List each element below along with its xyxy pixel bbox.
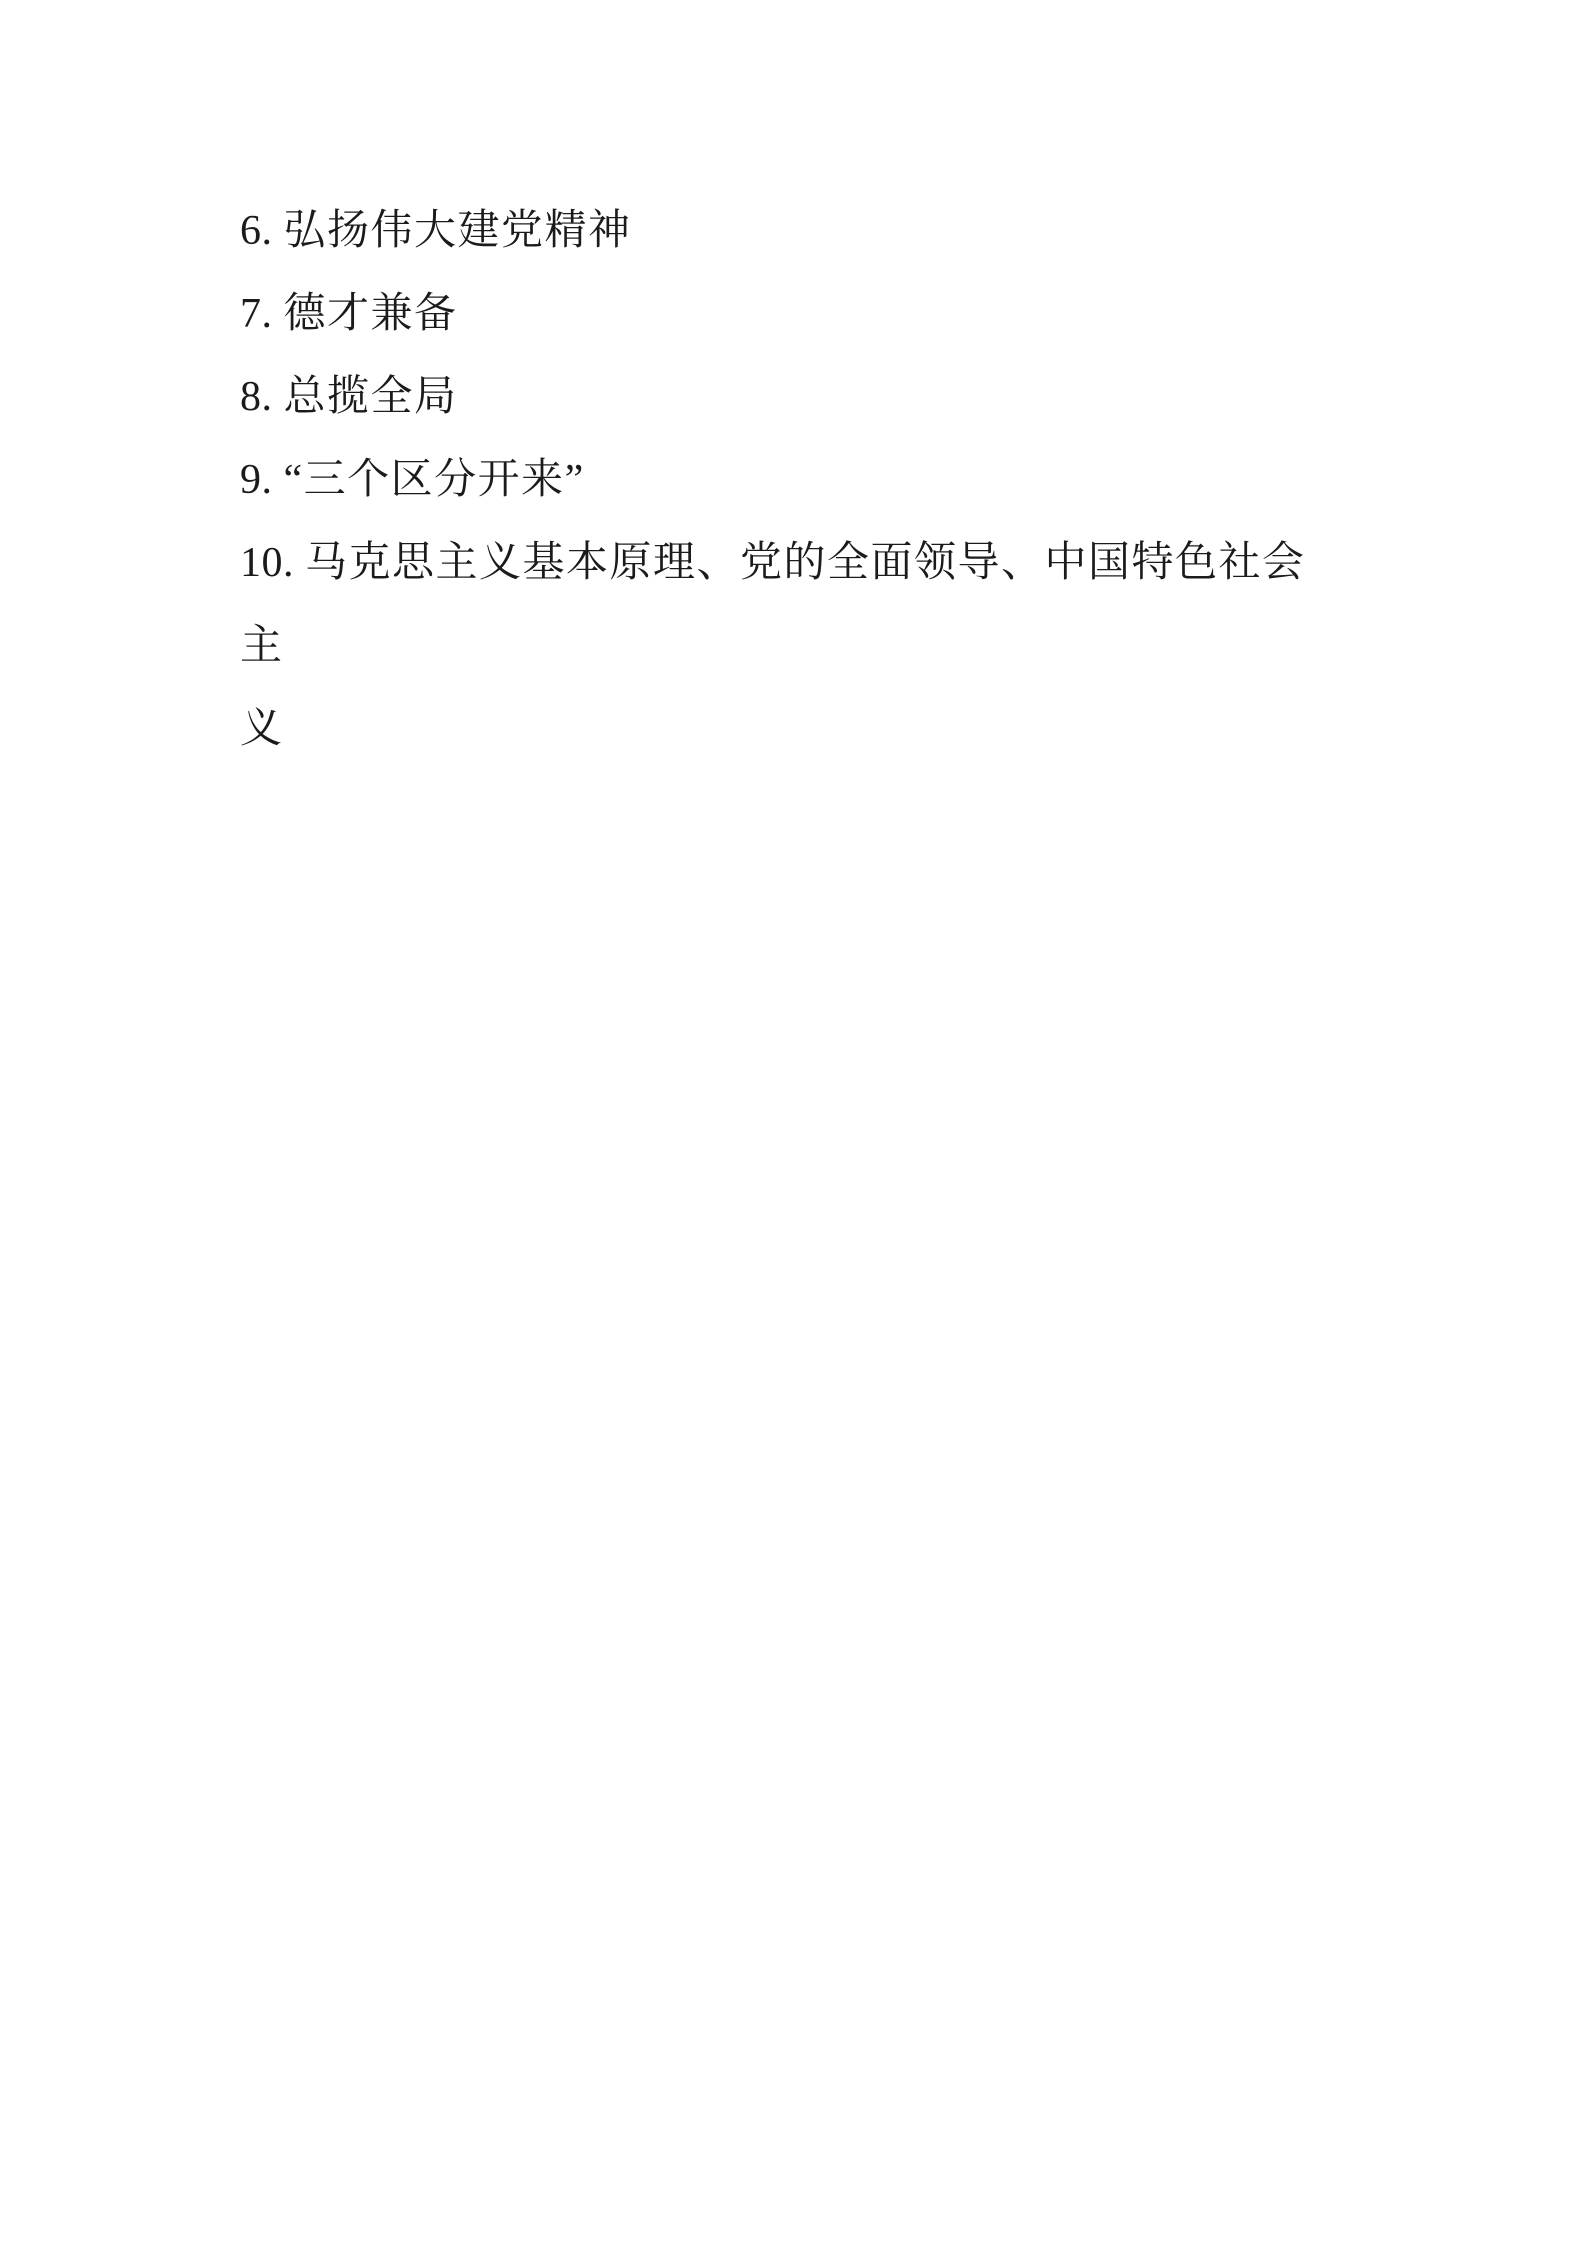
item-number: 10. xyxy=(240,540,294,586)
numbered-list xyxy=(240,190,1335,771)
list-item-7 xyxy=(240,273,1335,356)
item-text-line-2: 义 xyxy=(240,706,284,752)
item-text: “三个区分开来” xyxy=(283,457,585,503)
list-item-9 xyxy=(240,439,1335,522)
item-text: 德才兼备 xyxy=(283,291,458,337)
item-number: 6. xyxy=(240,208,273,254)
list-item-10 xyxy=(240,522,1335,771)
list-item-8 xyxy=(240,356,1335,439)
item-number: 7. xyxy=(240,291,273,337)
item-number: 9. xyxy=(240,457,273,503)
item-number: 8. xyxy=(240,374,273,420)
item-text: 弘扬伟大建党精神 xyxy=(283,208,632,254)
list-item-6 xyxy=(240,190,1335,273)
item-text: 马克思主义基本原理、党的全面领导、中国特色社会主 xyxy=(240,540,1306,669)
item-text: 总揽全局 xyxy=(283,374,458,420)
item-text-line-1 xyxy=(240,522,1335,688)
